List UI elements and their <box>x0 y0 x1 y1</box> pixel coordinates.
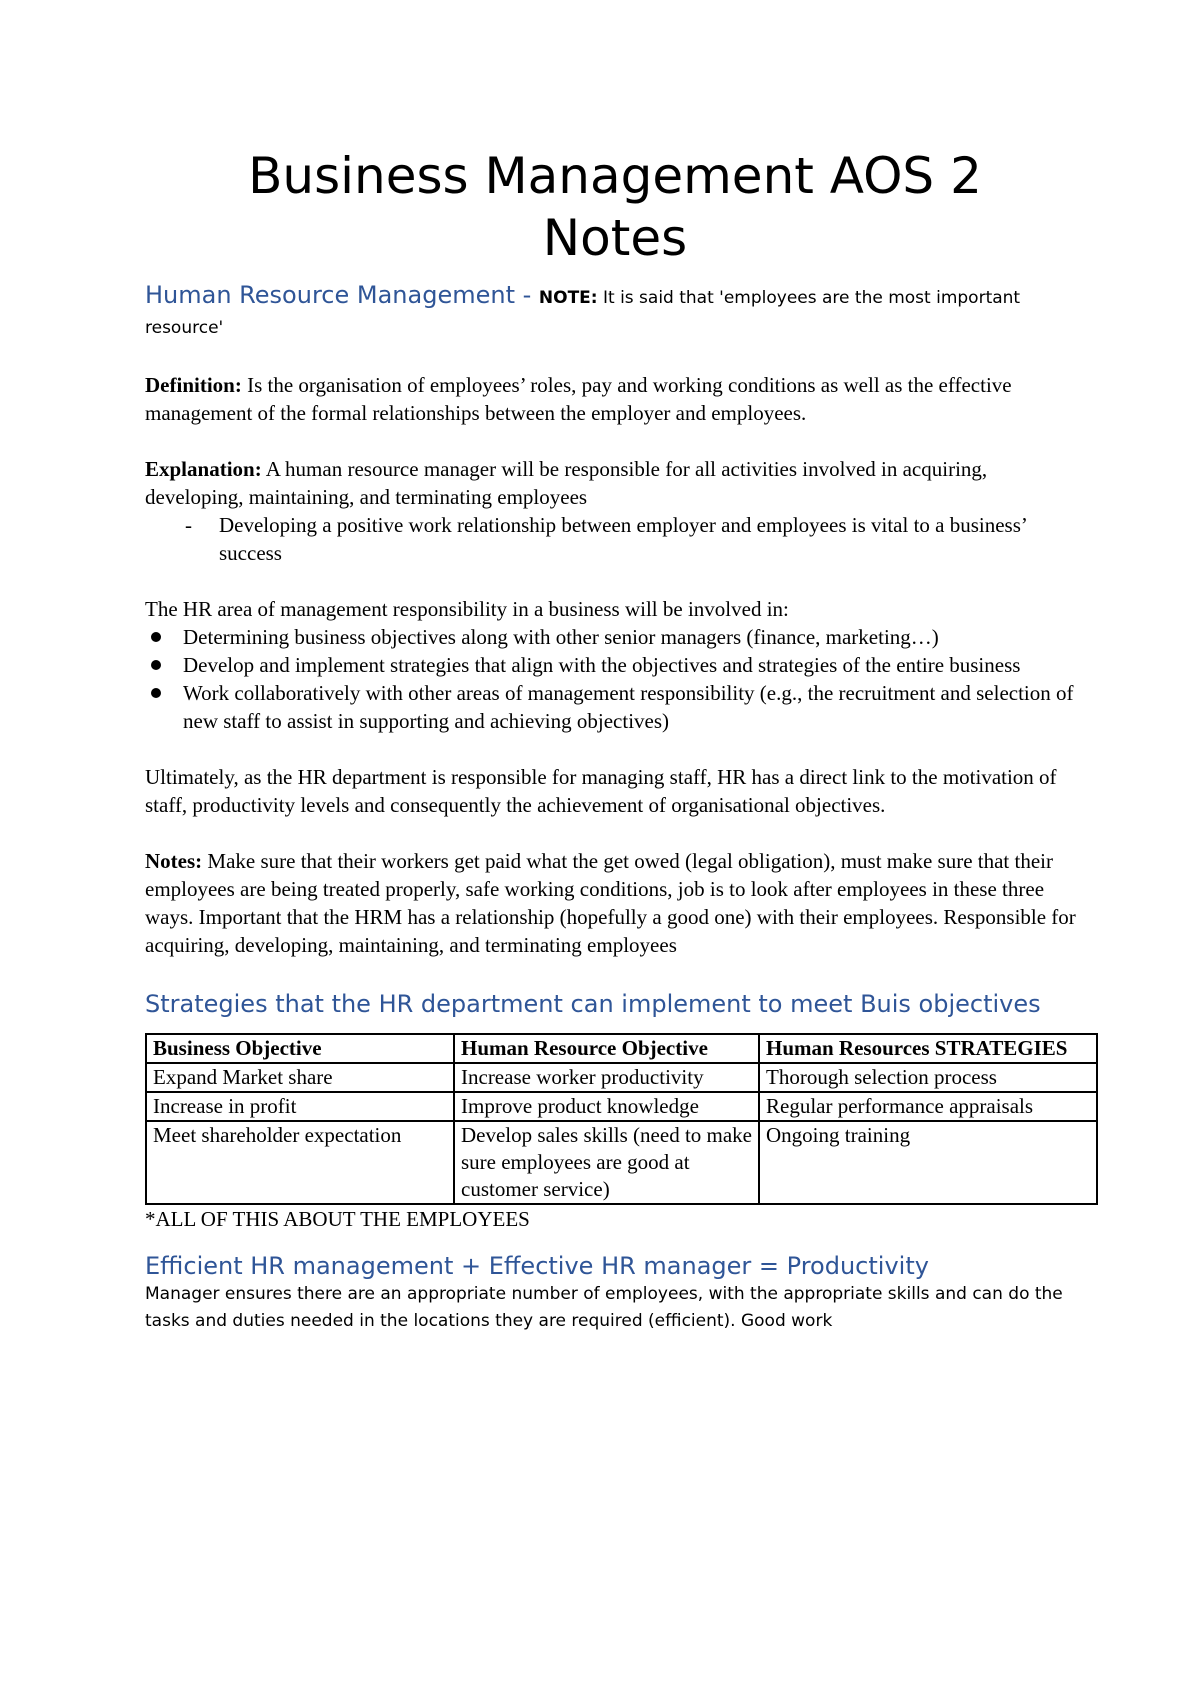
table-cell: Increase worker productivity <box>454 1063 759 1092</box>
title-line-1: Business Management AOS 2 <box>248 147 982 205</box>
document-content <box>145 145 1085 1335</box>
explanation-dash-list <box>145 511 1085 567</box>
list-item <box>145 511 1085 567</box>
notes-text: Make sure that their workers get paid what the get owed (legal obligation), must make sure that their employees are being treated properly, safe working conditions, job is to look after employees in these three ways. Important that the HRM has a relationship (hopefully a good one) with their employees. Responsible for acquiring, developing, maintaining, and terminating employees <box>145 849 1076 957</box>
hrm-heading: Human Resource Management - <box>145 281 539 309</box>
title-line-2: Notes <box>542 209 688 267</box>
bullet-icon <box>151 632 161 642</box>
table-cell: Improve product knowledge <box>454 1092 759 1121</box>
hrm-note-text: It is said that 'employees are the most important resource' <box>145 288 1021 338</box>
strategies-table <box>145 1033 1098 1205</box>
page-title <box>145 145 1085 269</box>
table-header: Business Objective <box>146 1034 454 1063</box>
dash-item-text: Developing a positive work relationship between employer and employees is vital to a business’ success <box>219 513 1027 565</box>
efficient-paragraph: Manager ensures there are an appropriate number of employees, with the appropriate skills and can do the tasks and duties needed in the locations they are required (efficient). Good work <box>145 1284 1063 1331</box>
strategies-heading: Strategies that the HR department can implement to meet Buis objectives <box>145 990 1041 1018</box>
efficient-heading: Efficient HR management + Effective HR manager = Productivity <box>145 1252 929 1280</box>
bullet-text: Work collaboratively with other areas of management responsibility (e.g., the recruitment and selection of new staff to assist in supporting and achieving objectives) <box>183 681 1074 733</box>
table-cell: Increase in profit <box>146 1092 454 1121</box>
bullet-icon <box>151 688 161 698</box>
table-header-row <box>146 1034 1097 1063</box>
table-row <box>146 1121 1097 1204</box>
notes-label: Notes: <box>145 849 203 873</box>
definition-text: Is the organisation of employees’ roles, pay and working conditions as well as the effective management of the formal relationships between the employer and employees. <box>145 373 1012 425</box>
table-row <box>146 1092 1097 1121</box>
notes-paragraph <box>145 847 1085 959</box>
list-item <box>145 623 1085 651</box>
dash-marker: - <box>185 513 192 537</box>
explanation-text: A human resource manager will be responsible for all activities involved in acquiring, developing, maintaining, and terminating employees <box>145 457 988 509</box>
hr-area-bullets <box>145 623 1085 735</box>
bullet-text: Develop and implement strategies that align with the objectives and strategies of the entire business <box>183 653 1021 677</box>
list-item <box>145 651 1085 679</box>
table-cell: Ongoing training <box>759 1121 1097 1204</box>
table-header: Human Resources STRATEGIES <box>759 1034 1097 1063</box>
hr-area-intro: The HR area of management responsibility in a business will be involved in: <box>145 597 789 621</box>
table-cell: Thorough selection process <box>759 1063 1097 1092</box>
hrm-heading-line <box>145 281 1085 343</box>
definition-label: Definition: <box>145 373 242 397</box>
table-header: Human Resource Objective <box>454 1034 759 1063</box>
table-row <box>146 1063 1097 1092</box>
hrm-note-label: NOTE: <box>538 288 598 308</box>
table-cell: Develop sales skills (need to make sure employees are good at customer service) <box>454 1121 759 1204</box>
explanation-paragraph <box>145 455 1085 511</box>
explanation-label: Explanation: <box>145 457 262 481</box>
table-footnote: *ALL OF THIS ABOUT THE EMPLOYEES <box>145 1207 530 1231</box>
list-item <box>145 679 1085 735</box>
table-cell: Regular performance appraisals <box>759 1092 1097 1121</box>
bullet-text: Determining business objectives along with other senior managers (finance, marketing…) <box>183 625 939 649</box>
definition-paragraph <box>145 371 1085 427</box>
ultimately-paragraph: Ultimately, as the HR department is responsible for managing staff, HR has a direct link to the motivation of staff, productivity levels and consequently the achievement of organisational objectives. <box>145 765 1057 817</box>
bullet-icon <box>151 660 161 670</box>
table-cell: Meet shareholder expectation <box>146 1121 454 1204</box>
table-cell: Expand Market share <box>146 1063 454 1092</box>
